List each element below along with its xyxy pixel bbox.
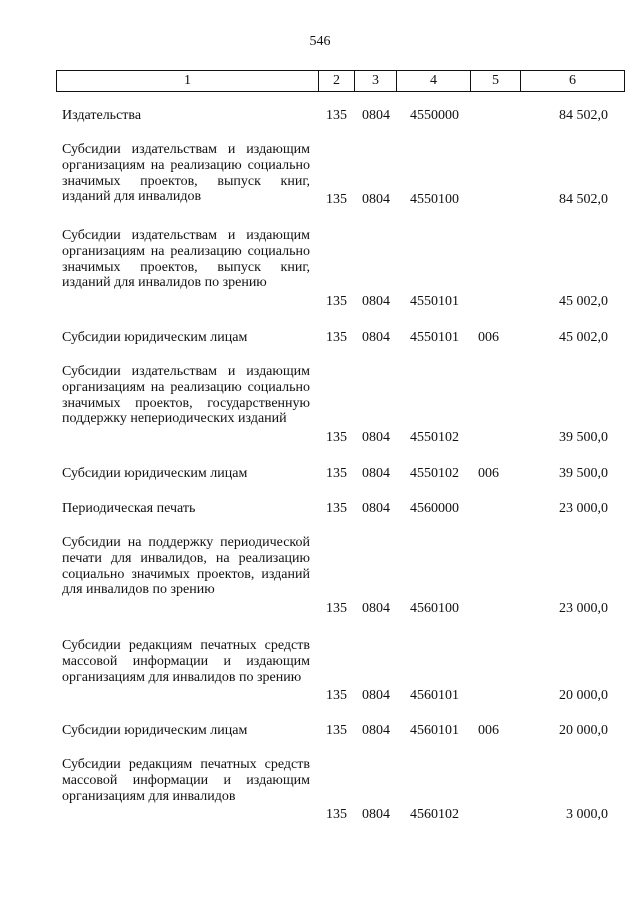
table-row <box>0 723 640 739</box>
row-name: Издательства <box>62 108 142 123</box>
header-col-1: 1 <box>57 71 319 92</box>
table-row <box>0 142 640 208</box>
row-col-3: 0804 <box>362 501 390 517</box>
header-col-5: 5 <box>471 71 521 92</box>
page-number: 546 <box>309 34 331 49</box>
header-col-2: 2 <box>319 71 355 92</box>
header-col-4: 4 <box>397 71 471 92</box>
row-col-3: 0804 <box>362 601 390 617</box>
table-row <box>0 108 640 124</box>
row-col-6: 45 002,0 <box>559 294 608 310</box>
row-col-4: 4560000 <box>410 501 459 517</box>
row-col-6: 3 000,0 <box>566 807 608 823</box>
row-col-2: 135 <box>326 601 347 617</box>
row-col-4: 4560101 <box>410 688 459 704</box>
row-col-6: 23 000,0 <box>559 601 608 617</box>
row-col-6: 23 000,0 <box>559 501 608 517</box>
row-col-2: 135 <box>326 688 347 704</box>
row-name: Субсидии издательствам и издающим организациям на реализацию социально значимых проектов, выпуск книг, изданий для инвалидов <box>62 142 310 205</box>
row-col-4: 4550100 <box>410 192 459 208</box>
table-row <box>0 364 640 446</box>
row-col-4: 4550102 <box>410 430 459 446</box>
row-col-2: 135 <box>326 466 347 482</box>
row-col-6: 39 500,0 <box>559 466 608 482</box>
row-col-4: 4560100 <box>410 601 459 617</box>
row-name: Субсидии издательствам и издающим организациям на реализацию социально значимых проектов, государственную поддержку непериодических изданий <box>62 364 310 427</box>
row-col-3: 0804 <box>362 688 390 704</box>
table-row <box>0 638 640 704</box>
row-col-2: 135 <box>326 108 347 124</box>
row-col-2: 135 <box>326 723 347 739</box>
row-col-3: 0804 <box>362 330 390 346</box>
row-col-4: 4560101 <box>410 723 459 739</box>
row-name: Субсидии юридическим лицам <box>62 723 248 738</box>
row-col-6: 84 502,0 <box>559 192 608 208</box>
table-row <box>0 501 640 517</box>
row-name: Субсидии издательствам и издающим организациям на реализацию социально значимых проектов, выпуск книг, изданий для инвалидов по зрению <box>62 228 310 291</box>
header-col-3: 3 <box>355 71 397 92</box>
row-name: Периодическая печать <box>62 501 196 516</box>
row-col-4: 4560102 <box>410 807 459 823</box>
row-col-6: 20 000,0 <box>559 688 608 704</box>
row-col-2: 135 <box>326 807 347 823</box>
row-col-4: 4550101 <box>410 294 459 310</box>
row-name: Субсидии на поддержку периодической печати для инвалидов, на реализацию социально значимых проектов, изданий для инвалидов по зрению <box>62 535 310 598</box>
row-col-2: 135 <box>326 192 347 208</box>
header-col-6: 6 <box>521 71 625 92</box>
table-row <box>0 535 640 617</box>
row-col-5: 006 <box>478 330 499 346</box>
row-col-6: 39 500,0 <box>559 430 608 446</box>
row-name: Субсидии юридическим лицам <box>62 466 248 481</box>
row-col-4: 4550101 <box>410 330 459 346</box>
row-col-3: 0804 <box>362 294 390 310</box>
row-col-5: 006 <box>478 723 499 739</box>
table-row <box>0 228 640 310</box>
row-name: Субсидии редакциям печатных средств массовой информации и издающим организациям для инвалидов по зрению <box>62 638 310 685</box>
row-col-2: 135 <box>326 330 347 346</box>
row-col-4: 4550000 <box>410 108 459 124</box>
row-col-3: 0804 <box>362 108 390 124</box>
row-col-3: 0804 <box>362 430 390 446</box>
row-col-6: 45 002,0 <box>559 330 608 346</box>
row-col-3: 0804 <box>362 466 390 482</box>
row-col-4: 4550102 <box>410 466 459 482</box>
table-row <box>0 466 640 482</box>
row-col-2: 135 <box>326 294 347 310</box>
row-col-6: 20 000,0 <box>559 723 608 739</box>
row-col-2: 135 <box>326 430 347 446</box>
row-col-3: 0804 <box>362 192 390 208</box>
row-col-2: 135 <box>326 501 347 517</box>
row-col-3: 0804 <box>362 807 390 823</box>
row-col-3: 0804 <box>362 723 390 739</box>
table-row <box>0 757 640 823</box>
row-name: Субсидии юридическим лицам <box>62 330 248 345</box>
table-row <box>0 330 640 346</box>
row-col-6: 84 502,0 <box>559 108 608 124</box>
row-name: Субсидии редакциям печатных средств массовой информации и издающим организациям для инвалидов <box>62 757 310 804</box>
row-col-5: 006 <box>478 466 499 482</box>
